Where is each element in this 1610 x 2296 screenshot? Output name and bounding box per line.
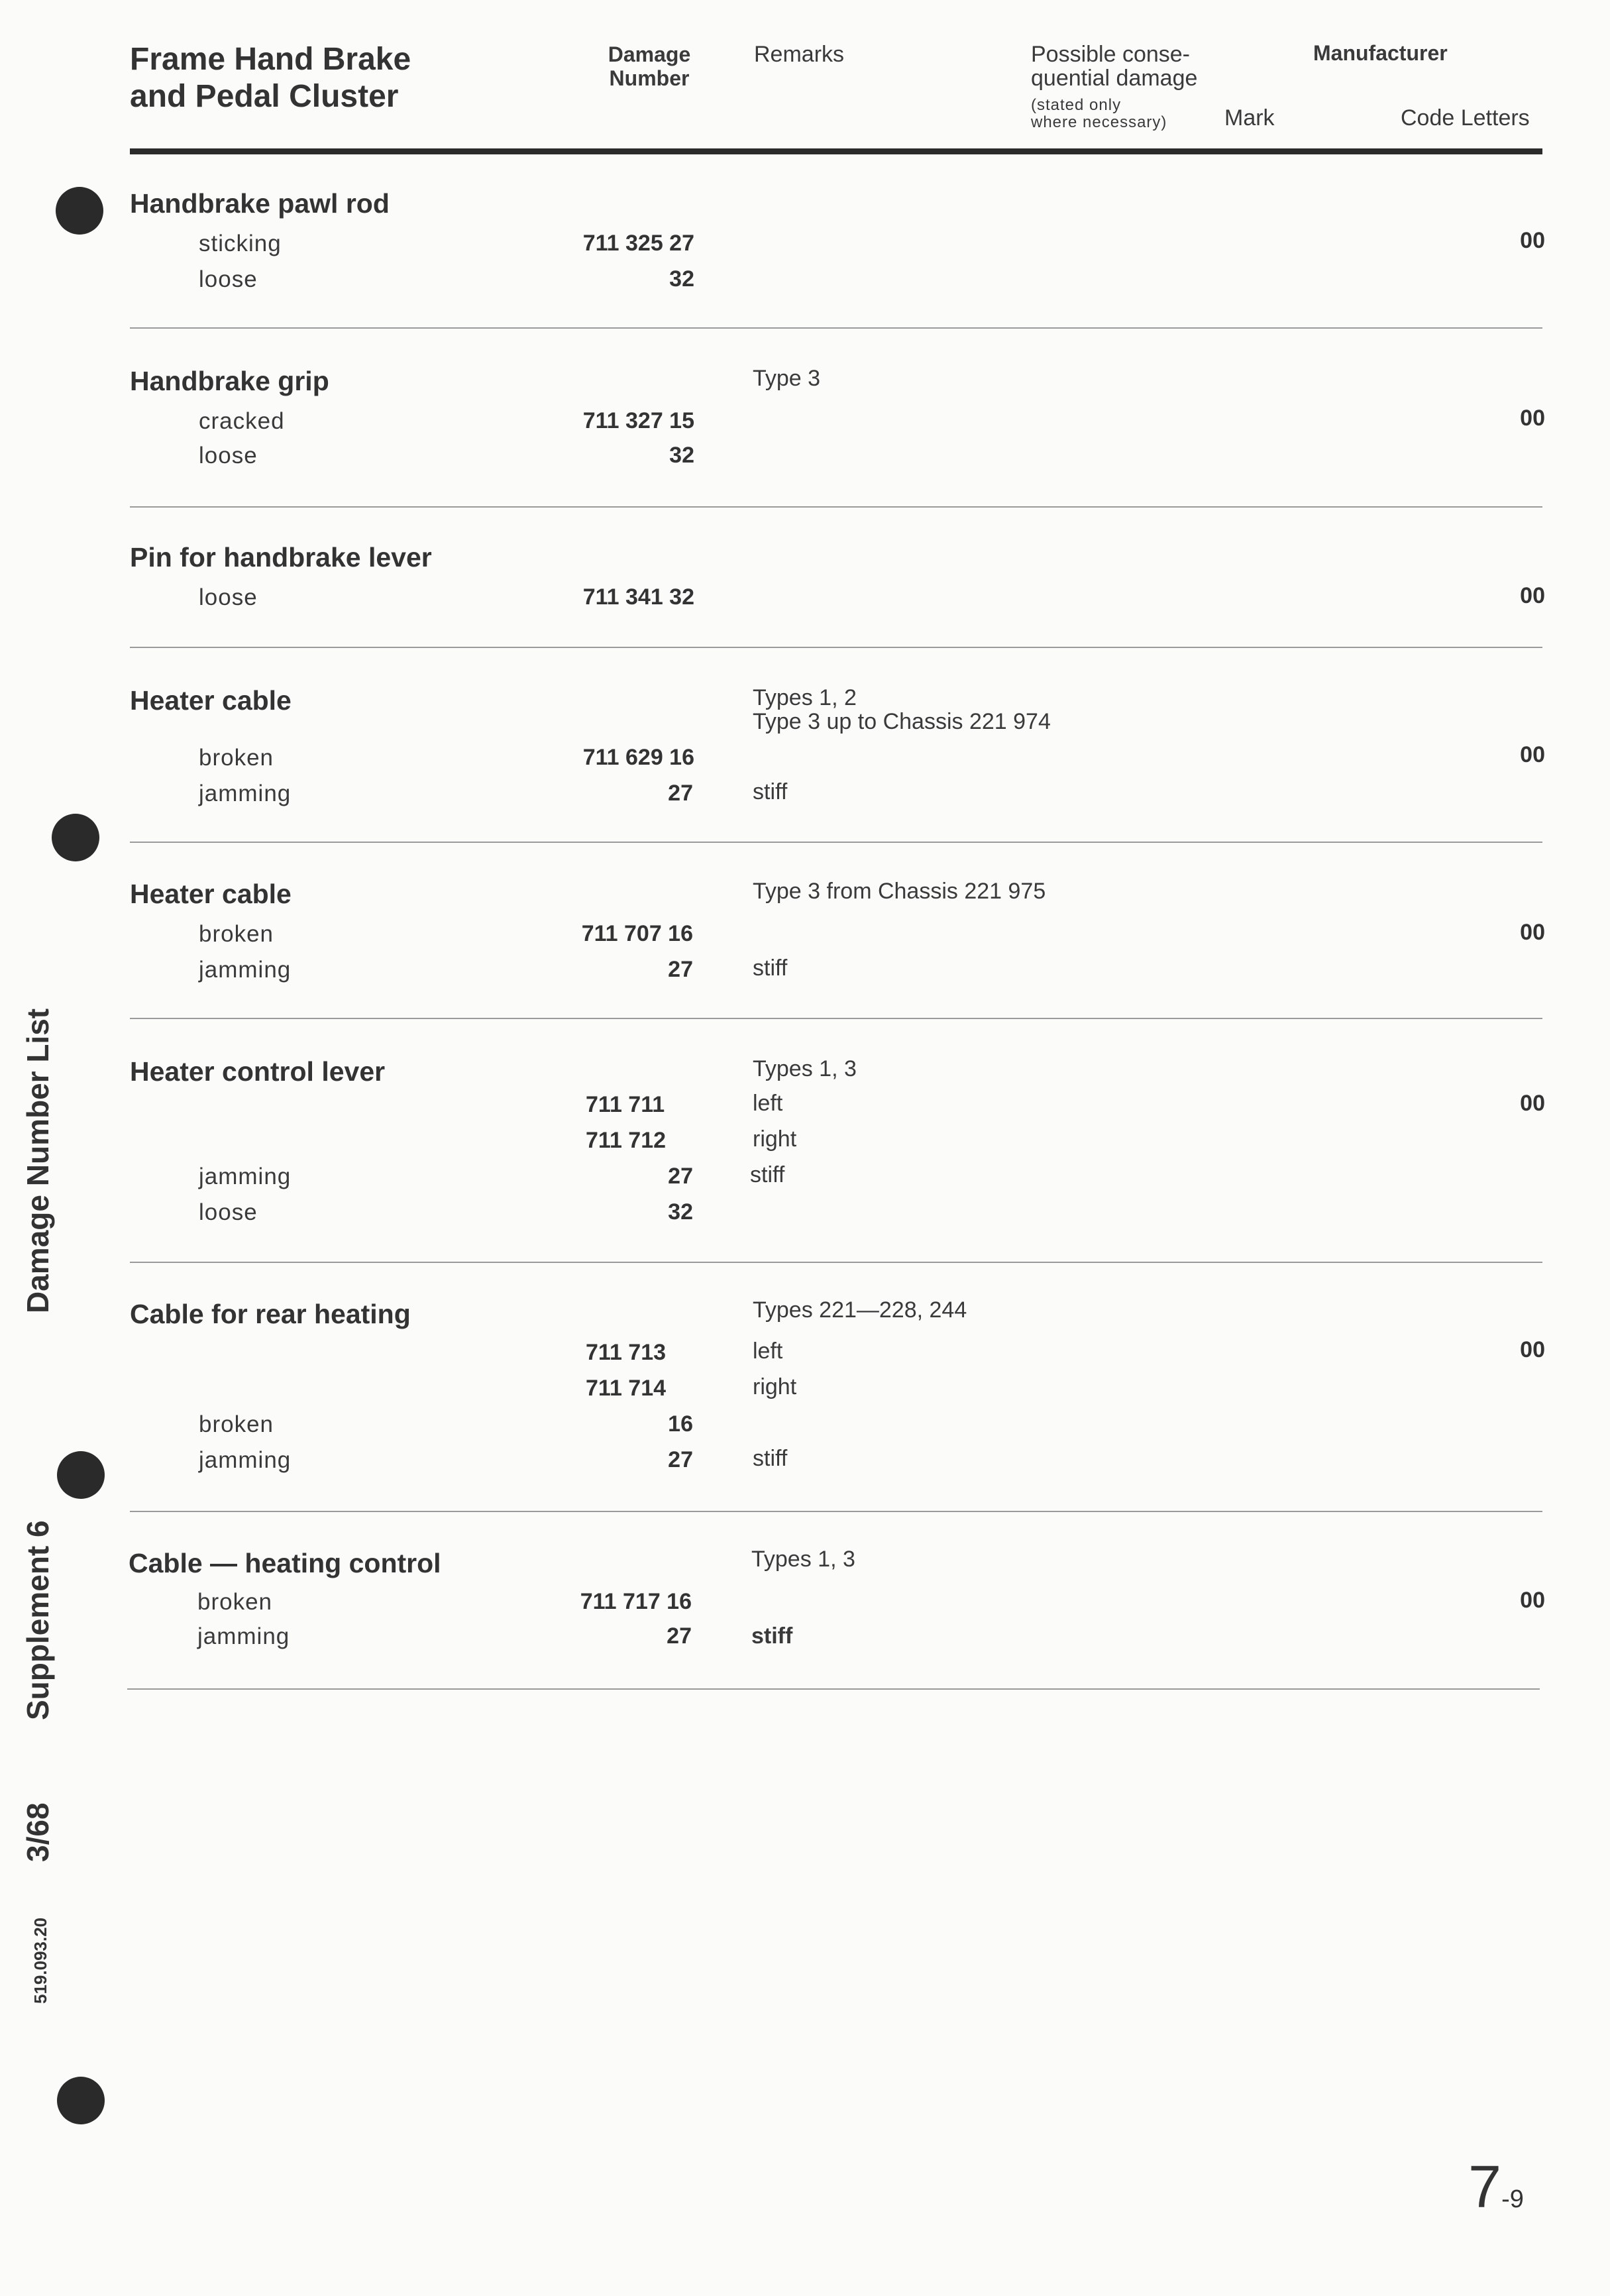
code-letters: 00 xyxy=(1520,583,1545,608)
section-divider xyxy=(130,1018,1542,1019)
section-divider xyxy=(130,1262,1542,1263)
damage-number: 711 325 27 xyxy=(582,231,694,256)
header-code-letters: Code Letters xyxy=(1401,105,1530,131)
remark: Type 3 up to Chassis 221 974 xyxy=(753,709,1051,734)
punch-hole xyxy=(57,1451,105,1499)
code-letters: 00 xyxy=(1520,742,1545,767)
part-heading: Heater control lever xyxy=(130,1056,386,1087)
damage-number: 27 xyxy=(668,1447,693,1472)
damage-number: 27 xyxy=(668,957,693,982)
remark: stiff xyxy=(753,1446,788,1471)
section-divider xyxy=(130,327,1542,329)
header-manufacturer: Manufacturer xyxy=(1313,41,1448,65)
part-number: 711 711 xyxy=(586,1092,665,1117)
damage-number: 27 xyxy=(668,1164,693,1189)
code-letters: 00 xyxy=(1520,1588,1545,1613)
remark: Types 221—228, 244 xyxy=(753,1297,967,1323)
code-letters: 00 xyxy=(1520,406,1545,431)
damage-type: cracked xyxy=(199,408,285,434)
header-damage-line2: Number xyxy=(609,66,690,90)
code-letters: 00 xyxy=(1520,228,1545,253)
remark: Type 3 xyxy=(753,366,821,391)
damage-type: loose xyxy=(199,584,258,610)
damage-type: jamming xyxy=(197,1623,290,1649)
margin-doc-number: 519.093.20 xyxy=(30,1917,50,2004)
margin-date: 3/68 xyxy=(21,1802,55,1862)
damage-number: 711 341 32 xyxy=(582,584,694,610)
remark: Types 1, 3 xyxy=(751,1547,855,1572)
punch-hole xyxy=(57,2077,105,2124)
damage-type: broken xyxy=(199,1411,274,1437)
part-heading: Handbrake pawl rod xyxy=(130,188,390,219)
remark: right xyxy=(753,1374,797,1399)
remark: Types 1, 3 xyxy=(753,1056,857,1081)
header-note-line2: where necessary) xyxy=(1031,113,1167,131)
part-heading: Heater cable xyxy=(130,685,292,716)
page-title-line2: and Pedal Cluster xyxy=(130,79,399,114)
header-mark: Mark xyxy=(1224,105,1275,131)
margin-supplement: Supplement 6 xyxy=(21,1520,55,1720)
remark: stiff xyxy=(753,956,788,981)
damage-number: 32 xyxy=(669,266,694,292)
remark: Types 1, 2 xyxy=(753,685,857,710)
part-number: 711 713 xyxy=(586,1340,667,1365)
remark: stiff xyxy=(753,779,788,804)
part-number: 711 712 xyxy=(586,1128,667,1153)
punch-hole xyxy=(56,187,103,235)
part-heading: Heater cable xyxy=(130,879,292,909)
damage-number: 711 327 15 xyxy=(582,408,694,433)
section-divider xyxy=(130,842,1542,843)
code-letters: 00 xyxy=(1520,920,1545,945)
damage-type: jamming xyxy=(199,1447,292,1473)
code-letters: 00 xyxy=(1520,1337,1545,1362)
damage-number: 32 xyxy=(668,1199,693,1225)
page-number-sub: -9 xyxy=(1501,2185,1524,2213)
remark: Type 3 from Chassis 221 975 xyxy=(753,879,1046,904)
damage-number: 711 707 16 xyxy=(581,921,693,946)
damage-number: 32 xyxy=(669,443,694,468)
header-remarks: Remarks xyxy=(754,42,845,67)
remark: stiff xyxy=(750,1162,785,1187)
damage-type: jamming xyxy=(199,781,292,806)
punch-hole xyxy=(52,814,99,861)
damage-type: loose xyxy=(199,443,258,468)
remark: left xyxy=(753,1339,783,1364)
damage-type: broken xyxy=(199,921,274,947)
damage-type: sticking xyxy=(199,231,282,256)
part-heading: Cable for rear heating xyxy=(130,1299,411,1329)
code-letters: 00 xyxy=(1520,1091,1545,1116)
header-consequential-line2: quential damage xyxy=(1031,66,1198,91)
damage-type: loose xyxy=(199,1199,258,1225)
page-title xyxy=(130,41,411,115)
damage-number: 711 717 16 xyxy=(580,1589,692,1614)
part-heading: Cable — heating control xyxy=(129,1548,441,1578)
margin-list-title: Damage Number List xyxy=(21,1008,55,1313)
part-number: 711 714 xyxy=(586,1376,667,1401)
damage-number: 711 629 16 xyxy=(582,745,694,770)
section-divider xyxy=(130,506,1542,508)
page-number xyxy=(1468,2154,1524,2222)
remark: stiff xyxy=(751,1623,793,1649)
damage-type: broken xyxy=(199,745,274,771)
section-divider xyxy=(130,1511,1542,1512)
header-damage-line1: Damage xyxy=(608,42,691,66)
damage-type: broken xyxy=(197,1589,273,1615)
header-rule xyxy=(130,148,1542,154)
part-heading: Pin for handbrake lever xyxy=(130,542,432,573)
part-heading: Handbrake grip xyxy=(130,366,329,396)
damage-number: 27 xyxy=(667,1623,692,1649)
section-divider xyxy=(127,1688,1540,1690)
damage-number: 27 xyxy=(668,781,693,806)
header-consequential xyxy=(1031,42,1197,90)
damage-number: 16 xyxy=(668,1411,693,1437)
header-damage-number xyxy=(583,42,716,90)
remark: right xyxy=(753,1126,797,1152)
damage-type: jamming xyxy=(199,1164,292,1189)
remark: left xyxy=(753,1091,783,1116)
header-consequential-note xyxy=(1031,97,1167,131)
damage-type: jamming xyxy=(199,957,292,983)
header-note-line1: (stated only xyxy=(1031,96,1122,114)
section-divider xyxy=(130,647,1542,648)
damage-type: loose xyxy=(199,266,258,292)
page-number-main: 7 xyxy=(1468,2154,1502,2220)
page-title-line1: Frame Hand Brake xyxy=(130,42,411,77)
header-consequential-line1: Possible conse- xyxy=(1031,42,1191,67)
